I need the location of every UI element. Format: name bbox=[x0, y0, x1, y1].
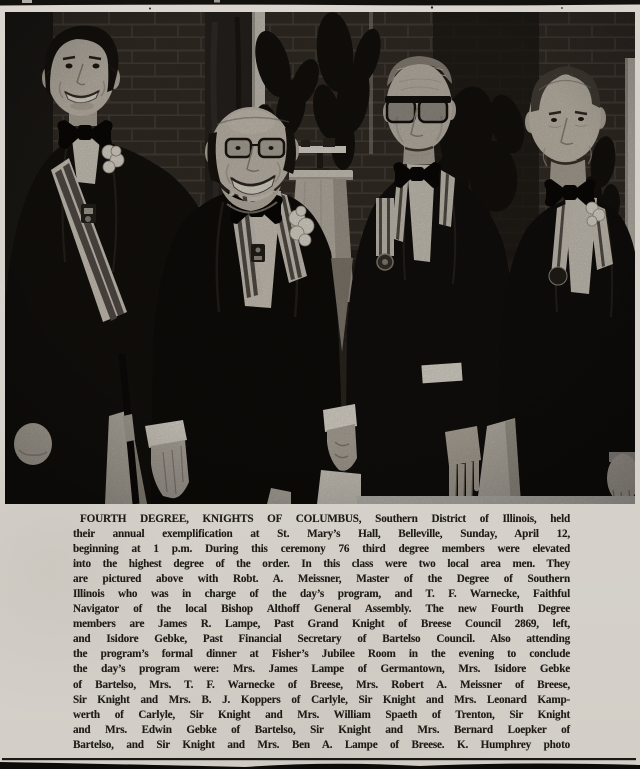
caption-line: the program’s formal dinner at Fisher’s Jubilee Room in the evening to conclude bbox=[73, 648, 570, 661]
caption-line: are pictured above with Robt. A. Meissner, Master of the Degree of Southern bbox=[73, 573, 570, 586]
caption-line: the day’s program were: Mrs. James Lampe of Germantown, Mrs. Isidore Gebke bbox=[73, 663, 570, 676]
caption-line: werth of Carlyle, Sir Knight and Mrs. William Spaeth of Trenton, Sir Knight bbox=[73, 708, 570, 721]
caption-line: members are James R. Lampe, Past Grand Knight of Breese Council 2869, left, bbox=[73, 618, 570, 631]
caption-line: into the highest degree of the order. In this class were two local area men. They bbox=[73, 558, 570, 571]
caption-line: their annual exemplification at St. Mary’s Hall, Belleville, Sunday, April 12, bbox=[73, 528, 570, 541]
caption-line: Navigator of the local Bishop Althoff General Assembly. The new Fourth Degree bbox=[73, 603, 570, 616]
caption-line: Sir Knight and Mrs. B. J. Koppers of Carlyle, Sir Knight and Mrs. Leonard Kamp- bbox=[73, 693, 570, 706]
caption-line: beginning at 1 p.m. During this ceremony 76 third degree members were elevated bbox=[73, 543, 570, 556]
caption-line: FOURTH DEGREE, KNIGHTS OF COLUMBUS, Southern District of Illinois, held bbox=[80, 513, 570, 525]
caption-line: Illinois who was in charge of the day’s program, and T. F. Warnecke, Faithful bbox=[73, 588, 570, 601]
caption-line: and Mrs. Edwin Gebke of Bartelso, Sir Knight and Mrs. Bernard Loepker of bbox=[73, 723, 570, 736]
caption-line: of Bartelso, Mrs. T. F. Warnecke of Breese, Mrs. Robert A. Meissner of Breese, bbox=[73, 678, 570, 691]
divider-rule bbox=[2, 758, 636, 760]
torn-edge-top bbox=[0, 0, 640, 12]
caption-line: and Isidore Gebke, Past Financial Secretary of Bartelso Council. Also attending bbox=[73, 633, 570, 646]
news-photo bbox=[5, 12, 635, 504]
torn-edge-bottom bbox=[0, 755, 640, 769]
photo-caption bbox=[73, 512, 570, 753]
caption-line: Bartelso, and Sir Knight and Mrs. Ben A. Lampe of Breese. K. Humphrey photo bbox=[73, 738, 570, 751]
